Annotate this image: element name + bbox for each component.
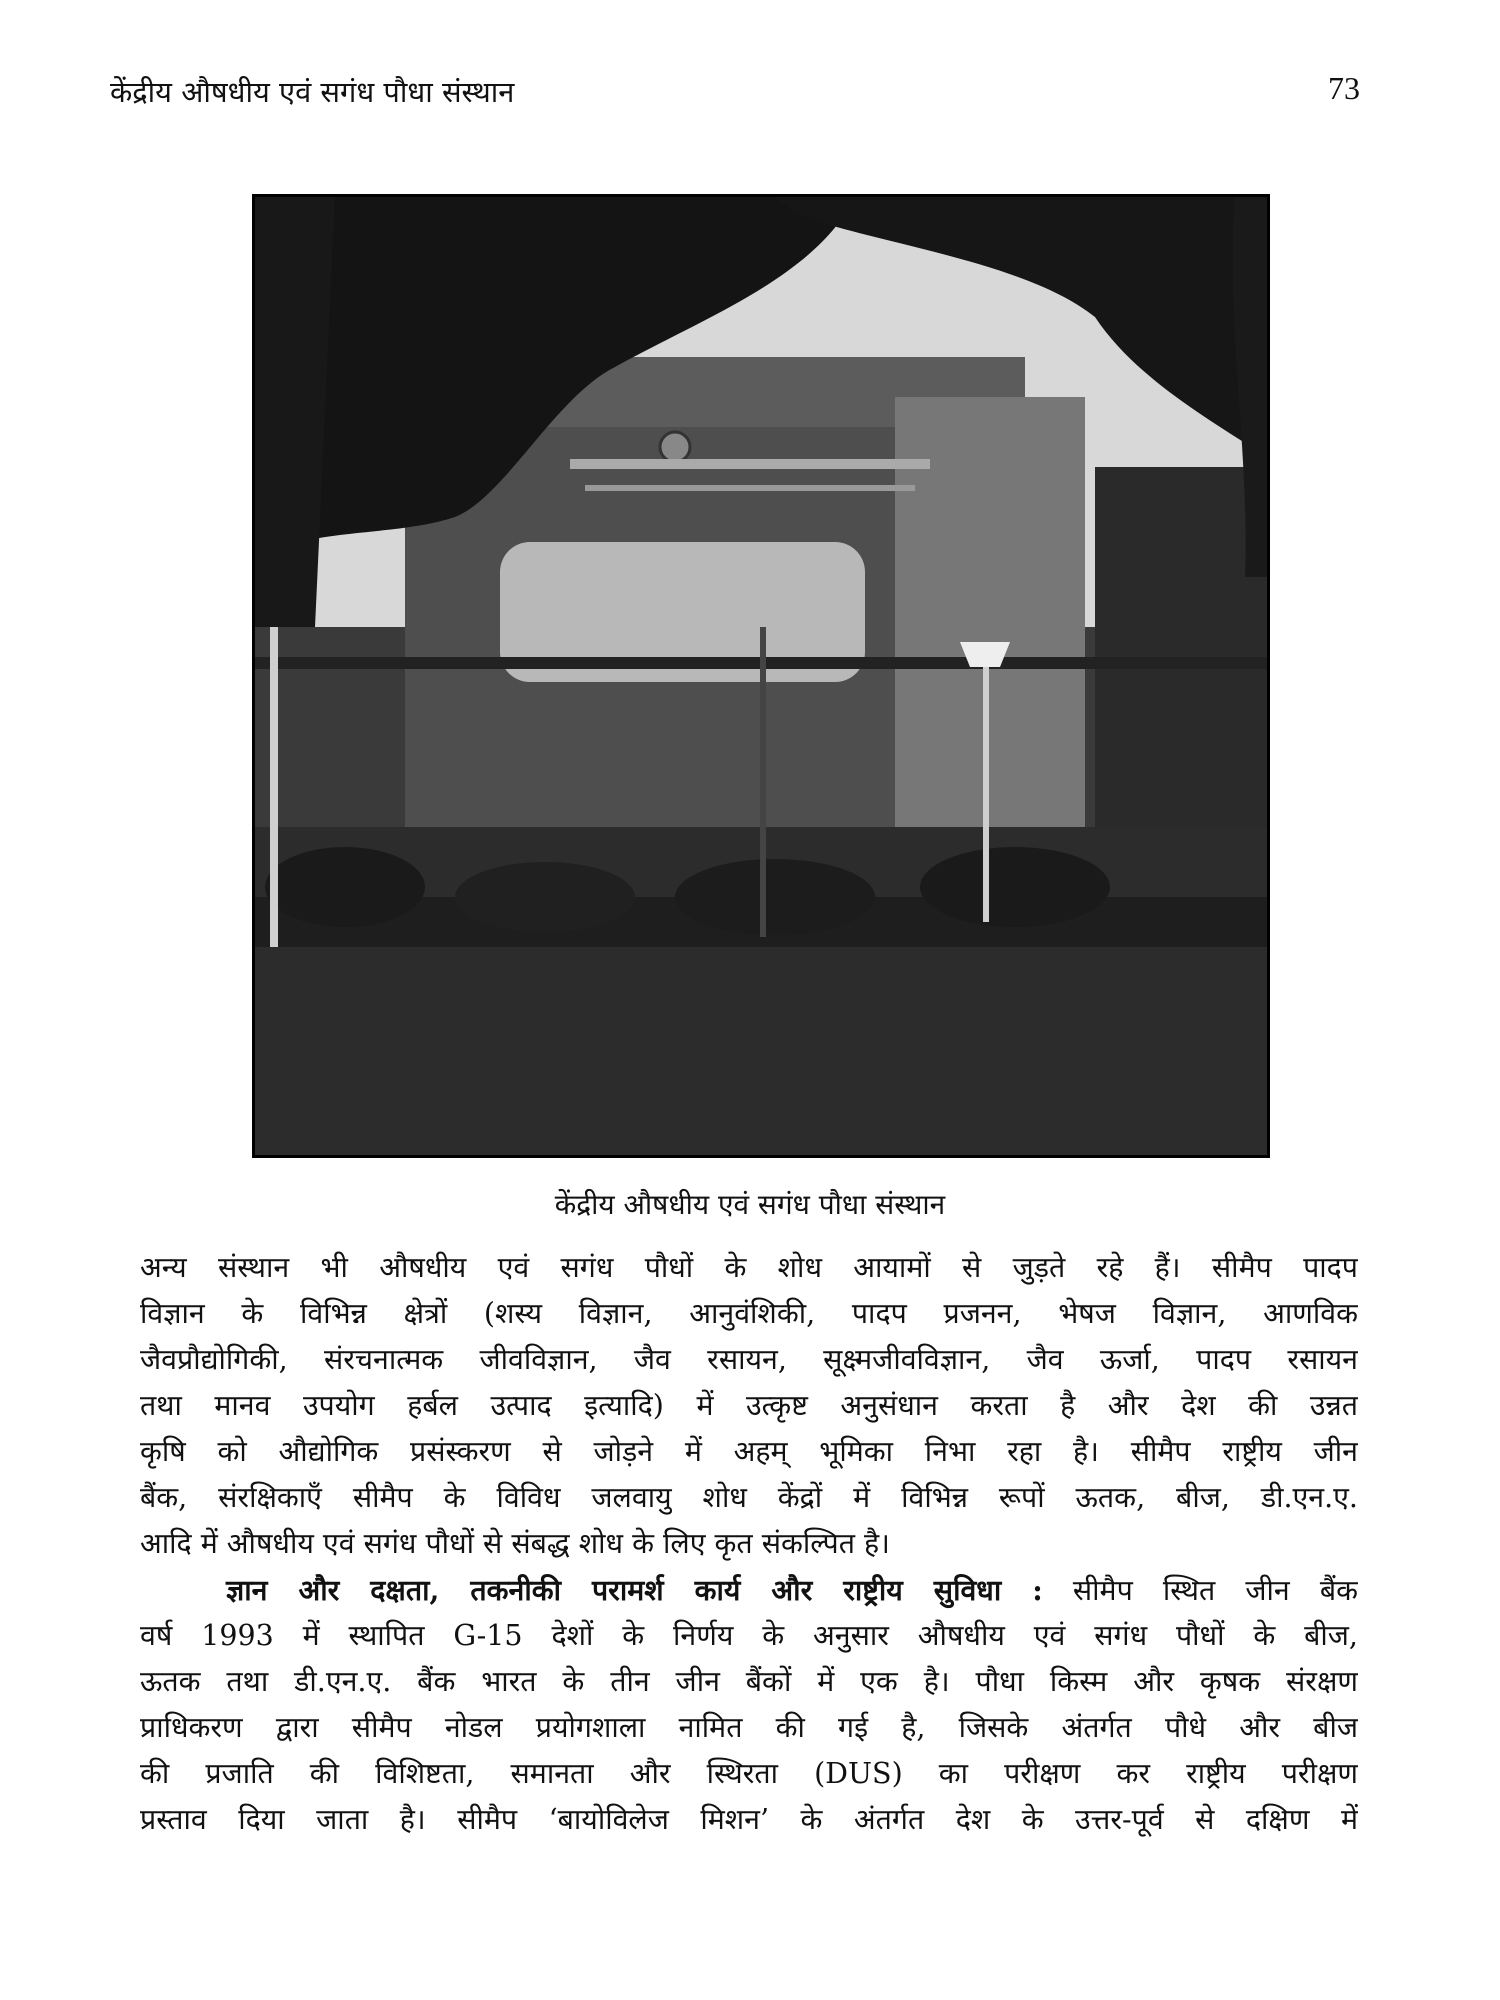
paragraph-2-first-line: [140, 1567, 1358, 1613]
running-title: केंद्रीय औषधीय एवं सगंध पौधा संस्थान: [110, 75, 515, 109]
paragraph-2-first-line-text: सीमैप स्थित जीन बैंक: [1072, 1574, 1358, 1607]
page-number: 73: [1328, 70, 1360, 106]
building-photo: [252, 194, 1270, 1158]
paragraph-1-line: तथा मानव उपयोग हर्बल उत्पाद इत्यादि) में उत्कृष्ट अनुसंधान करता है और देश की उन्नत: [140, 1389, 1358, 1422]
paragraph-1-line: अन्य संस्थान भी औषधीय एवं सगंध पौधों के शोध आयामों से जुड़ते रहे हैं। सीमैप पादप: [140, 1251, 1358, 1284]
paragraph-2-line: ऊतक तथा डी.एन.ए. बैंक भारत के तीन जीन बैंकों में एक है। पौधा किस्म और कृषक संरक्षण: [140, 1665, 1358, 1698]
running-header: [110, 72, 1360, 112]
figure-caption: केंद्रीय औषधीय एवं सगंध पौधा संस्थान: [554, 1188, 946, 1221]
paragraph-1-line: जैवप्रौद्योगिकी, संरचनात्मक जीवविज्ञान, जैव रसायन, सूक्ष्मजीवविज्ञान, जैव ऊर्जा, पादप रसायन: [140, 1343, 1358, 1376]
paragraph-2-heading: ज्ञान और दक्षता, तकनीकी परामर्श कार्य और राष्ट्रीय सुविधा :: [226, 1573, 1043, 1607]
paragraph-1-line: विज्ञान के विभिन्न क्षेत्रों (शस्य विज्ञान, आनुवंशिकी, पादप प्रजनन, भेषज विज्ञान, आणविक: [140, 1297, 1358, 1330]
paragraph-2-line: प्रस्ताव दिया जाता है। सीमैप ‘बायोविलेज मिशन’ के अंतर्गत देश के उत्तर-पूर्व से दक्षिण में: [140, 1803, 1358, 1836]
paragraph-1-line: बैंक, संरक्षिकाएँ सीमैप के विविध जलवायु शोध केंद्रों में विभिन्न रूपों ऊतक, बीज, डी.एन.ए.: [140, 1481, 1358, 1514]
paragraph-2-line: वर्ष 1993 में स्थापित G-15 देशों के निर्णय के अनुसार औषधीय एवं सगंध पौधों के बीज,: [140, 1619, 1358, 1652]
paragraph-1-line: कृषि को औद्योगिक प्रसंस्करण से जोड़ने में अहम् भूमिका निभा रहा है। सीमैप राष्ट्रीय जीन: [140, 1435, 1358, 1468]
paragraph-1-line: आदि में औषधीय एवं सगंध पौधों से संबद्ध शोध के लिए कृत संकल्पित है।: [140, 1527, 890, 1560]
paragraph-2-line: की प्रजाति की विशिष्टता, समानता और स्थिरता (DUS) का परीक्षण कर राष्ट्रीय परीक्षण: [140, 1757, 1358, 1790]
paragraph-2-line: प्राधिकरण द्वारा सीमैप नोडल प्रयोगशाला नामित की गई है, जिसके अंतर्गत पौधे और बीज: [140, 1711, 1358, 1744]
building-photo-drawing: [255, 197, 1267, 1155]
body-text: [140, 1245, 1358, 1843]
